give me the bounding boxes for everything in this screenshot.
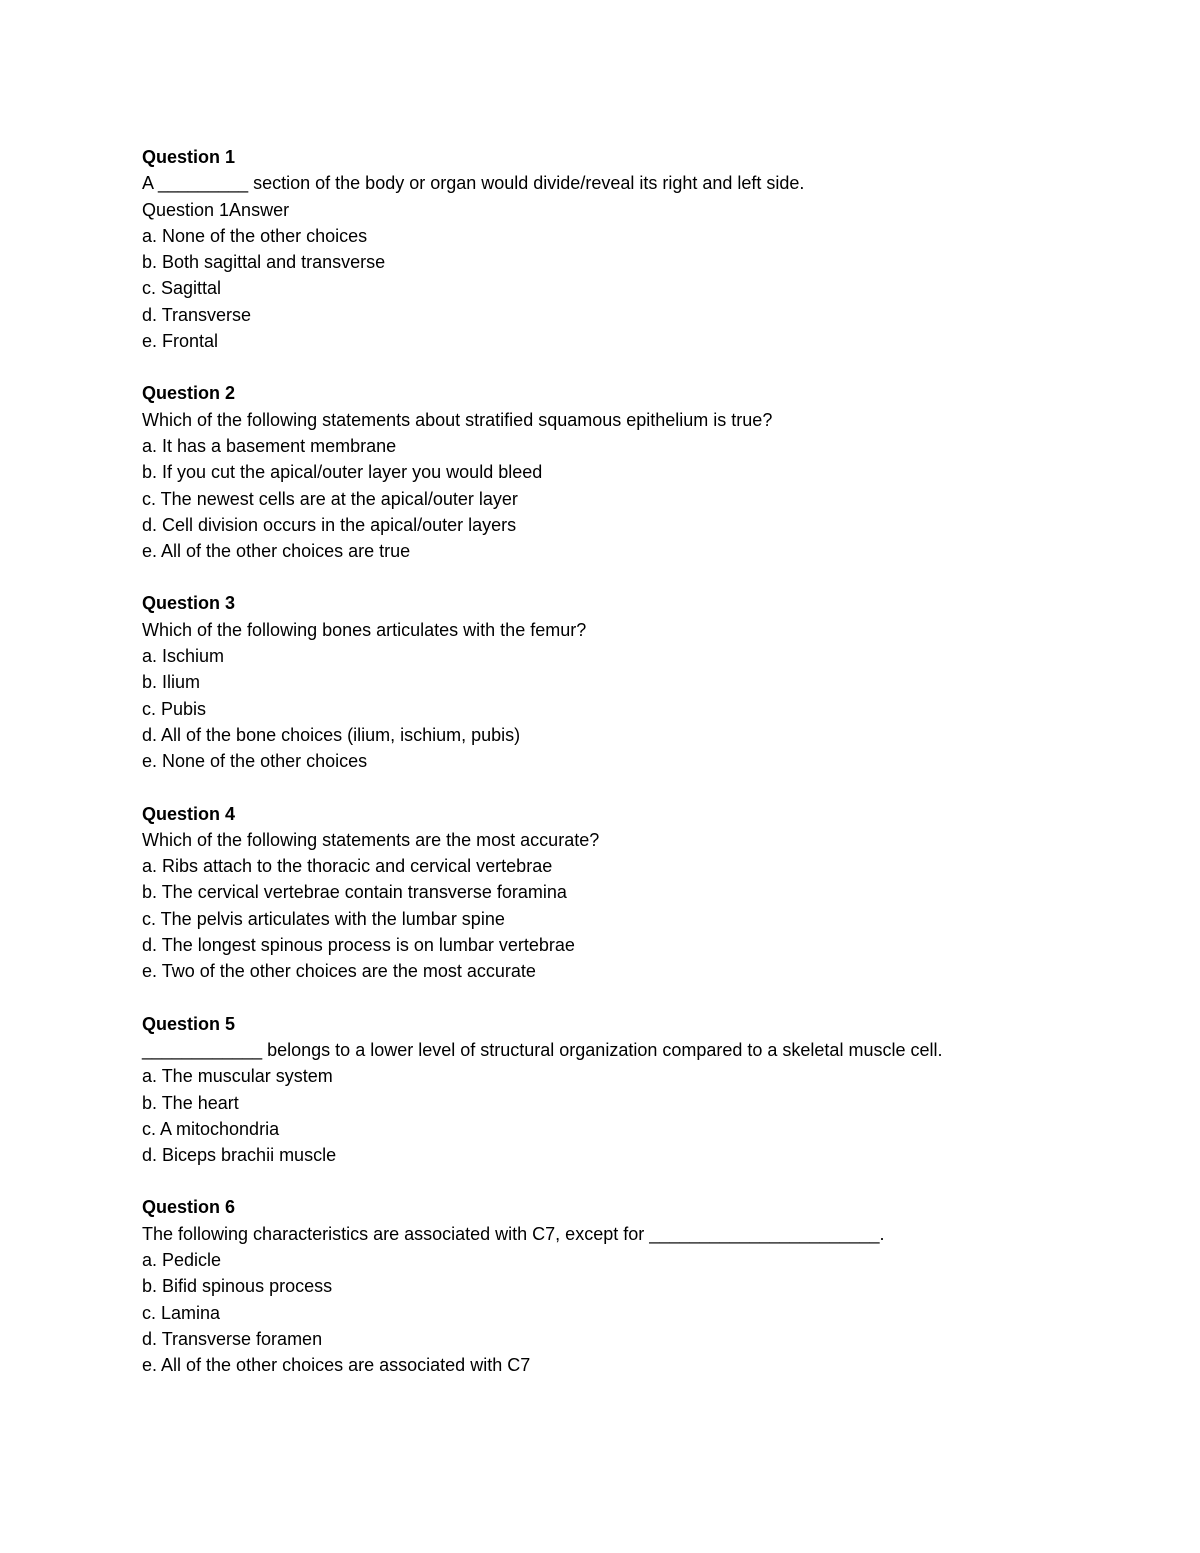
choice-d: d. Cell division occurs in the apical/outer layers [142,514,517,535]
question-title: Question 2 [142,383,236,404]
choice-d: d. Biceps brachii muscle [142,1145,337,1166]
choice-b: b. The heart [142,1092,239,1113]
question-prompt: Which of the following bones articulates with the femur? [142,619,587,640]
choice-c: c. Lamina [142,1302,221,1323]
document-page [142,144,1142,1404]
choice-d: d. Transverse foramen [142,1328,323,1349]
question-4 [142,801,1142,985]
choice-a: a. Pedicle [142,1249,222,1270]
choice-a: a. The muscular system [142,1066,333,1087]
choice-d: d. The longest spinous process is on lumbar vertebrae [142,935,575,956]
choice-a: a. Ribs attach to the thoracic and cervical vertebrae [142,856,553,877]
question-prompt: Which of the following statements are the most accurate? [142,829,600,850]
question-title: Question 4 [142,803,236,824]
choice-d: d. All of the bone choices (ilium, ischium, pubis) [142,724,521,745]
choice-a: a. Ischium [142,646,225,667]
question-6 [142,1194,1142,1378]
question-prompt: A _________ section of the body or organ would divide/reveal its right and left side. [142,173,805,194]
choice-c: c. The newest cells are at the apical/outer layer [142,488,518,509]
choice-b: b. Bifid spinous process [142,1276,333,1297]
choice-e: e. Two of the other choices are the most accurate [142,961,536,982]
choice-b: b. If you cut the apical/outer layer you would bleed [142,462,543,483]
choice-e: e. Frontal [142,331,219,352]
choice-b: b. The cervical vertebrae contain transverse foramina [142,882,567,903]
question-5 [142,1011,1142,1169]
choice-e: e. None of the other choices [142,751,368,772]
question-title: Question 3 [142,593,236,614]
question-title: Question 5 [142,1013,236,1034]
question-title: Question 1 [142,147,236,167]
question-prompt: ____________ belongs to a lower level of structural organization compared to a skeletal muscle cell. [142,1039,943,1060]
question-3 [142,590,1142,774]
question-1 [142,144,1142,354]
choice-c: c. A mitochondria [142,1118,280,1139]
choice-c: c. The pelvis articulates with the lumbar spine [142,908,505,929]
choice-c: c. Sagittal [142,278,222,299]
question-prompt: The following characteristics are associated with C7, except for _______________________. [142,1223,885,1244]
choice-c: c. Pubis [142,698,207,719]
answer-label: Question 1Answer [142,199,290,220]
choice-b: b. Both sagittal and transverse [142,252,386,273]
question-2 [142,380,1142,564]
choice-e: e. All of the other choices are associated with C7 [142,1355,531,1376]
question-prompt: Which of the following statements about stratified squamous epithelium is true? [142,409,773,430]
choice-a: a. None of the other choices [142,225,368,246]
question-title: Question 6 [142,1197,236,1218]
choice-d: d. Transverse [142,304,252,325]
choice-b: b. Ilium [142,672,201,693]
choice-e: e. All of the other choices are true [142,541,411,562]
choice-a: a. It has a basement membrane [142,435,397,456]
